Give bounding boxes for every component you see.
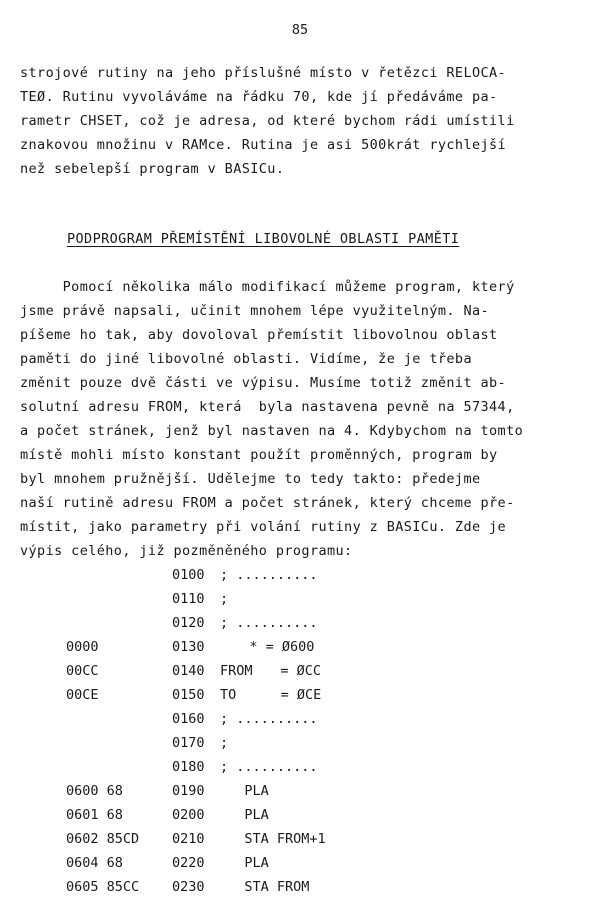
text-line: solutní adresu FROM, která byla nastavena pevně na 57344, (20, 399, 515, 415)
code-address: 0600 68 (66, 783, 123, 799)
code-operation: = ØCE (240, 687, 322, 703)
text-line: a počet stránek, jenž byl nastaven na 4. Kdybychom na tomto (20, 423, 524, 439)
text-line: rametr CHSET, což je adresa, od které bychom rádi umístili (20, 113, 515, 129)
code-operation: * = Ø600 (225, 639, 315, 655)
code-line-number: 0190 (172, 783, 205, 799)
code-line-number: 0180 (172, 759, 205, 775)
code-address: 0605 85CC (66, 879, 140, 895)
code-line-number: 0160 (172, 711, 205, 727)
text-line: strojové rutiny na jeho příslušné místo v řetězci RELOCA- (20, 65, 507, 81)
code-row (0, 783, 600, 803)
code-row (0, 855, 600, 875)
text-line: jsme právě napsali, učinit mnohem lépe využitelným. Na- (20, 303, 490, 319)
page-number: 85 (291, 22, 309, 38)
code-row (0, 711, 600, 731)
code-row (0, 591, 600, 611)
code-line-number: 0110 (172, 591, 205, 607)
text-line: naší rutině adresu FROM a počet stránek, který chceme pře- (20, 495, 515, 511)
code-row (0, 879, 600, 899)
code-line-number: 0210 (172, 831, 205, 847)
text-line: místě mohli místo konstant použít proměnných, program by (20, 447, 498, 463)
code-row (0, 615, 600, 635)
code-label: TO (220, 687, 237, 703)
code-address: 00CE (66, 687, 99, 703)
code-row (0, 807, 600, 827)
text-line: znakovou množinu v RAMce. Rutina je asi 500krát rychlejší (20, 137, 507, 153)
code-row (0, 639, 600, 659)
code-line-number: 0150 (172, 687, 205, 703)
code-line-number: 0170 (172, 735, 205, 751)
code-row (0, 567, 600, 587)
code-row (0, 663, 600, 683)
code-line-number: 0200 (172, 807, 205, 823)
code-label: FROM (220, 663, 253, 679)
code-operation: = ØCC (256, 663, 322, 679)
code-line-number: 0120 (172, 615, 205, 631)
code-operation: PLA (220, 855, 269, 871)
text-line: než sebelepší program v BASICu. (20, 161, 285, 177)
text-line: píšeme ho tak, aby dovoloval přemístit libovolnou oblast (20, 327, 498, 343)
code-line-number: 0140 (172, 663, 205, 679)
code-operation: ; (220, 591, 229, 607)
code-operation: PLA (220, 783, 269, 799)
text-line: TEØ. Rutinu vyvoláváme na řádku 70, kde jí předáváme pa- (20, 89, 498, 105)
code-line-number: 0230 (172, 879, 205, 895)
code-operation: ; .......... (220, 711, 318, 727)
code-operation: ; .......... (220, 759, 318, 775)
code-operation: ; .......... (220, 567, 318, 583)
text-line: místit, jako parametry při volání rutiny z BASICu. Zde je (20, 519, 507, 535)
code-row (0, 735, 600, 755)
code-row (0, 831, 600, 851)
code-address: 0601 68 (66, 807, 123, 823)
text-line: paměti do jiné libovolné oblasti. Vidíme, že je třeba (20, 351, 472, 367)
text-line: byl mnohem pružnější. Udělejme to tedy takto: předejme (20, 471, 481, 487)
section-heading: PODPROGRAM PŘEMÍSTĚNÍ LIBOVOLNÉ OBLASTI PAMĚTI (67, 231, 460, 247)
code-line-number: 0220 (172, 855, 205, 871)
code-line-number: 0100 (172, 567, 205, 583)
code-operation: STA FROM+1 (220, 831, 326, 847)
code-operation: ; .......... (220, 615, 318, 631)
code-row (0, 687, 600, 707)
code-address: 0000 (66, 639, 99, 655)
code-address: 0602 85CD (66, 831, 140, 847)
code-address: 0604 68 (66, 855, 123, 871)
text-line: změnit pouze dvě části ve výpisu. Musíme totiž změnit ab- (20, 375, 507, 391)
code-line-number: 0130 (172, 639, 205, 655)
text-line: výpis celého, již pozměněného programu: (20, 543, 353, 559)
code-operation: PLA (220, 807, 269, 823)
code-operation: STA FROM (220, 879, 310, 895)
code-row (0, 759, 600, 779)
text-line: Pomocí několika málo modifikací můžeme program, který (20, 279, 515, 295)
code-address: 00CC (66, 663, 99, 679)
code-operation: ; (220, 735, 229, 751)
